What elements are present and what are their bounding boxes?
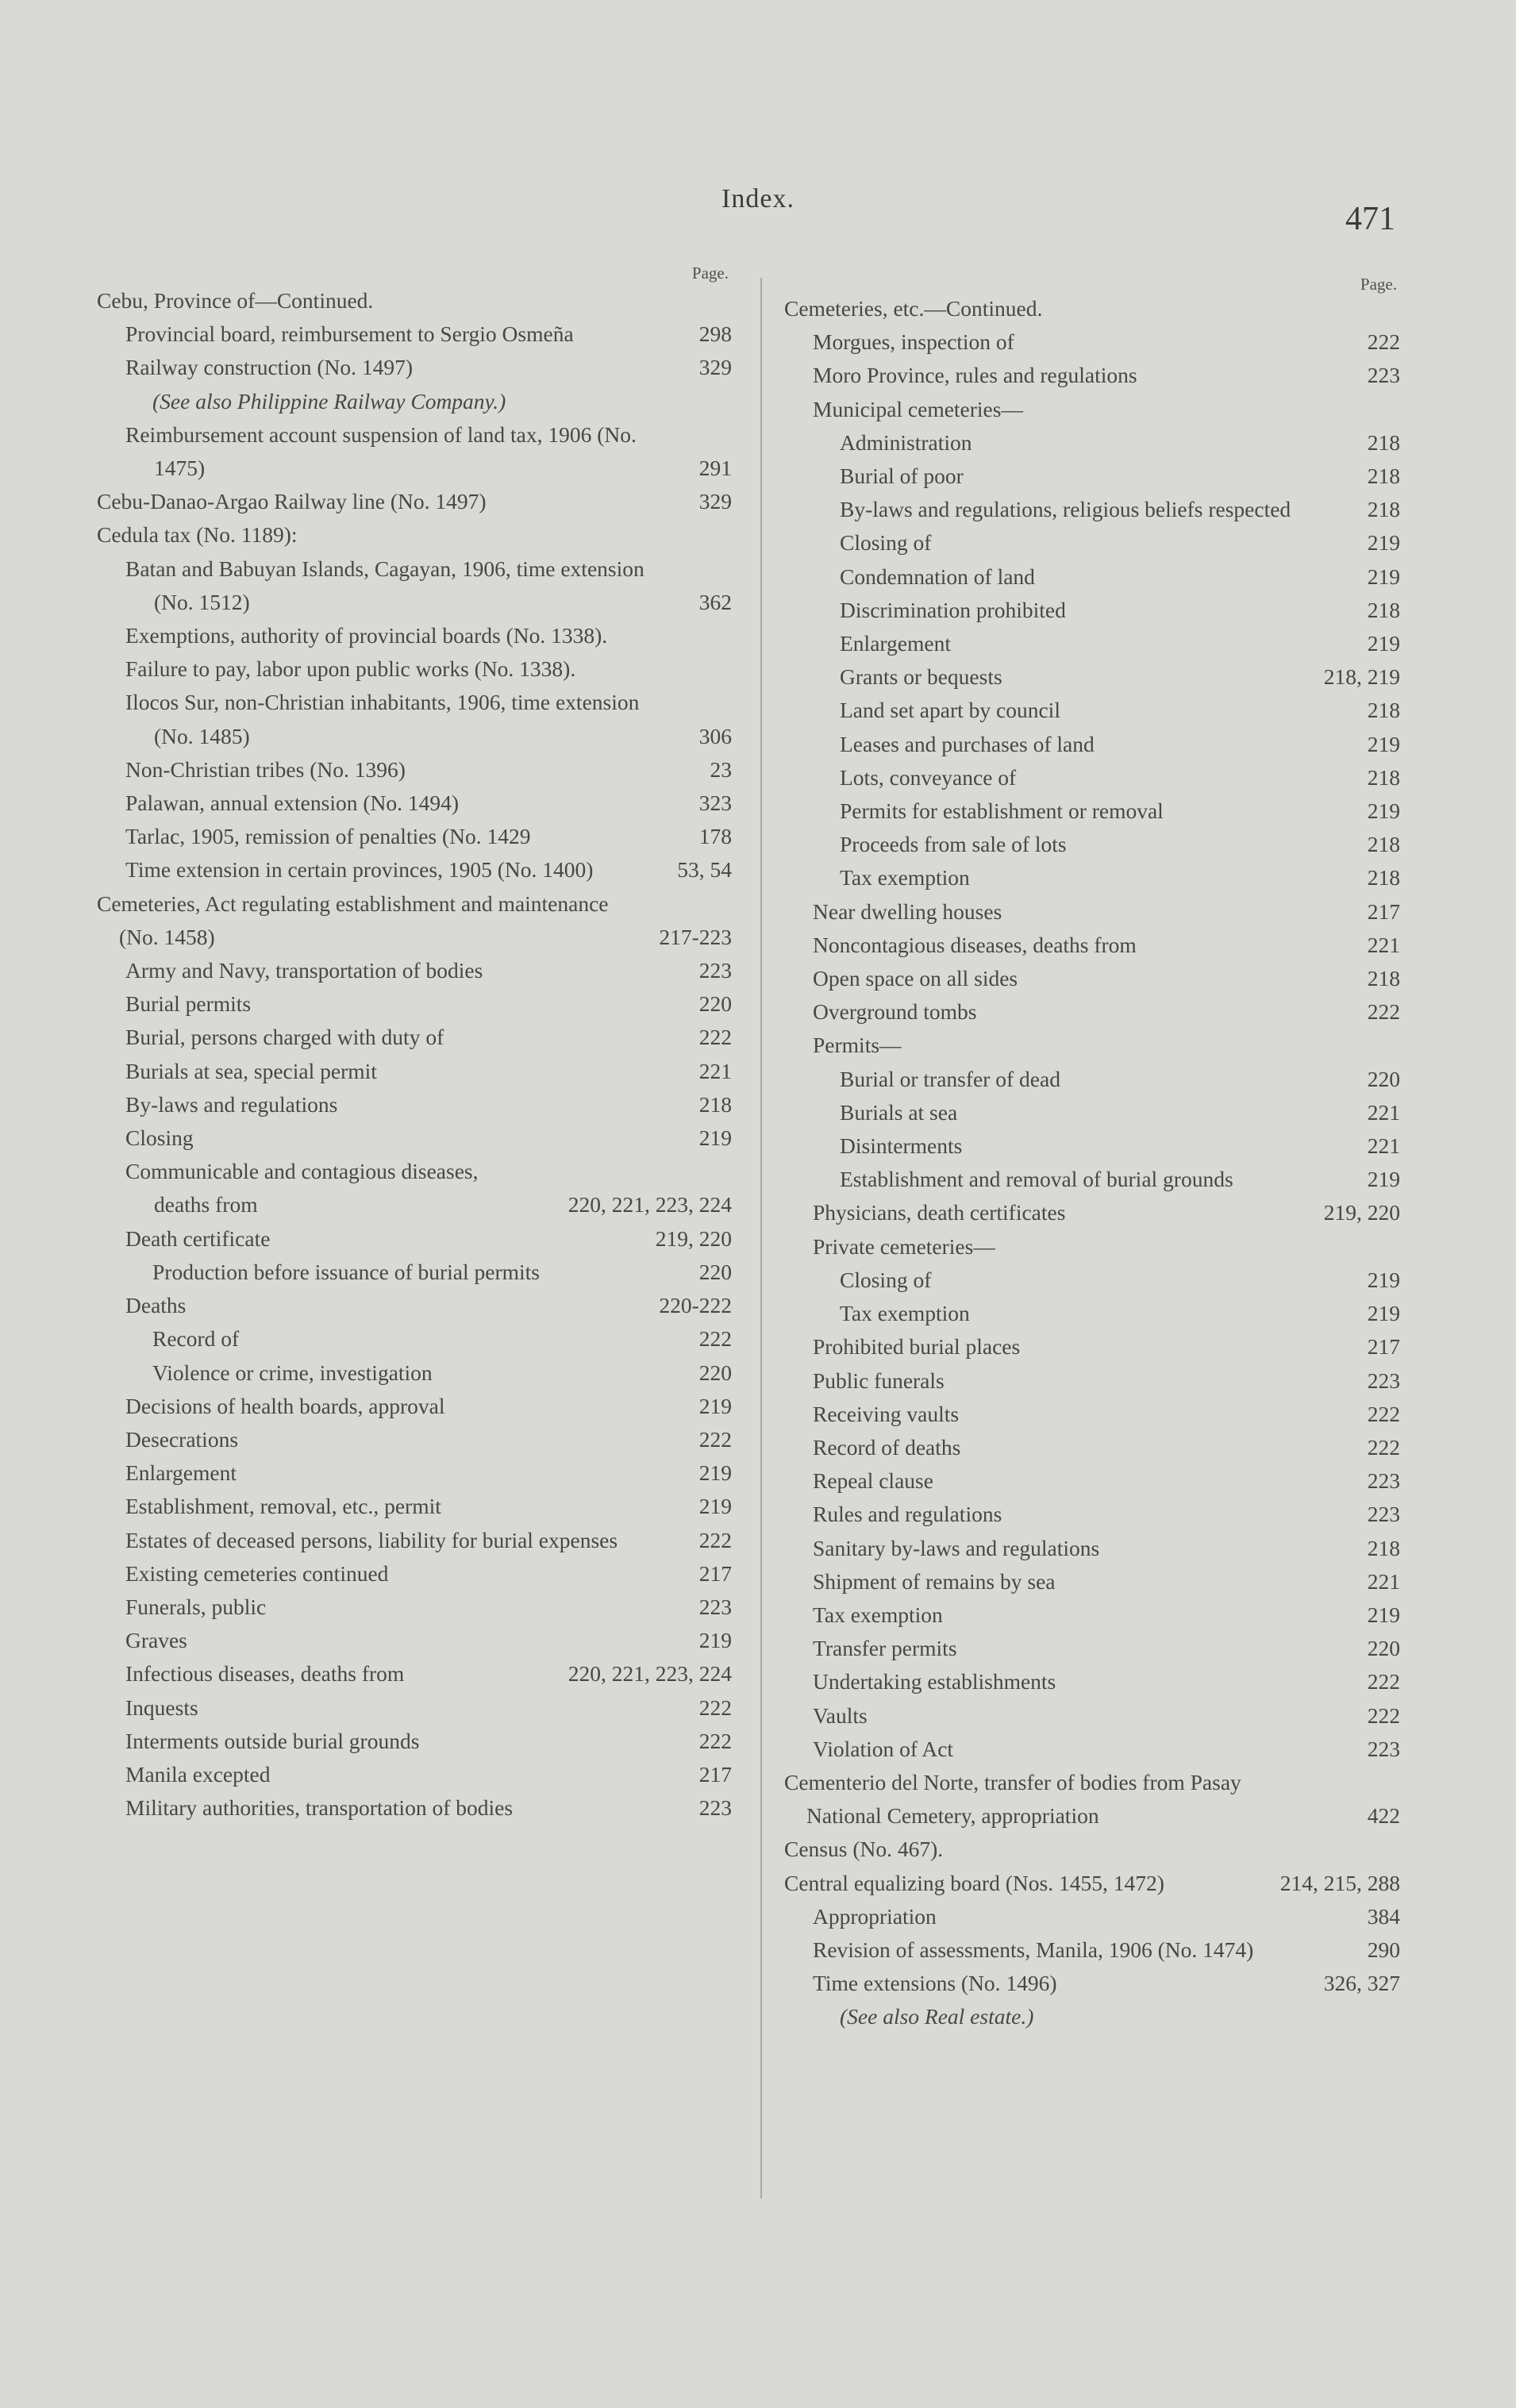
entry-text: Time extensions (No. 1496) <box>813 1971 1057 1996</box>
column-divider <box>760 278 762 2198</box>
index-entry <box>784 460 1400 493</box>
index-entry <box>784 292 1400 325</box>
entry-text: Disinterments <box>840 1133 963 1159</box>
index-entry <box>784 1699 1400 1733</box>
entry-page: 218, 219 <box>1345 660 1400 694</box>
entry-page: 422 <box>1383 1799 1400 1833</box>
index-entry <box>784 1096 1400 1129</box>
index-entry <box>97 1356 732 1390</box>
entry-text: Land set apart by council <box>840 698 1060 723</box>
entry-text: Tax exemption <box>813 1602 943 1627</box>
index-entry <box>784 594 1400 627</box>
index-entry <box>97 820 732 853</box>
entry-page: 214, 215, 288 <box>1296 1867 1400 1900</box>
index-entry <box>784 1733 1400 1766</box>
entry-page: 290 <box>1390 1933 1400 1967</box>
entry-text: Railway construction (No. 1497) <box>125 355 414 380</box>
entry-text: Open space on all sides <box>813 966 1018 991</box>
index-entry <box>97 987 732 1021</box>
entry-text: Closing <box>125 1125 194 1151</box>
entry-text: Closing of <box>840 1267 932 1292</box>
entry-text: Reimbursement account suspension of land tax, 1906 (No. 1475) <box>125 421 637 481</box>
index-entry <box>97 284 732 317</box>
entry-page: 178 <box>721 820 732 853</box>
entry-page: 219 <box>1388 560 1400 594</box>
entry-page: 218 <box>1388 694 1400 727</box>
index-entry <box>784 794 1400 828</box>
index-entry <box>97 1791 732 1825</box>
entry-text: Manila excepted <box>125 1761 271 1787</box>
entry-text: Proceeds from sale of lots <box>840 832 1067 857</box>
entry-text: Estates of deceased persons, liability for burial expenses <box>125 1527 618 1552</box>
index-entry <box>97 1088 732 1121</box>
index-entry <box>784 1632 1400 1665</box>
index-entry <box>97 619 732 652</box>
entry-page: 219 <box>721 1121 732 1155</box>
entry-text: Establishment and removal of burial grounds <box>840 1167 1233 1192</box>
entry-text: Burial, persons charged with duty of <box>125 1025 444 1050</box>
left-page-heading: Page. <box>691 263 729 283</box>
index-entry <box>97 552 732 619</box>
entry-page: 222 <box>721 1691 732 1725</box>
index-entry <box>97 1222 732 1256</box>
entry-page: 222 <box>721 1725 732 1758</box>
entry-text: Rules and regulations <box>813 1502 1002 1527</box>
entry-text: Ilocos Sur, non-Christian inhabitants, 1906, time extension (No. 1485) <box>125 690 640 748</box>
entry-text: Communicable and contagious diseases, deaths from <box>125 1159 479 1217</box>
entry-text: Revision of assessments, Manila, 1906 (No. 1474) <box>813 1937 1254 1962</box>
index-entry <box>784 1665 1400 1698</box>
index-entry <box>97 1758 732 1791</box>
entry-page: 53, 54 <box>699 853 732 887</box>
entry-text: Violation of Act <box>813 1736 954 1761</box>
index-entry <box>784 1196 1400 1229</box>
entry-text: Palawan, annual extension (No. 1494) <box>125 790 460 816</box>
entry-text: Burials at sea, special permit <box>125 1058 377 1083</box>
entry-page: 218 <box>1388 828 1400 861</box>
index-entry <box>784 1431 1400 1464</box>
entry-page: 223 <box>1390 359 1400 392</box>
entry-page: 218 <box>1388 460 1400 493</box>
index-entry <box>784 995 1400 1029</box>
entry-text: Condemnation of land <box>840 564 1035 589</box>
entry-page: 223 <box>721 954 732 987</box>
entry-text: Discrimination prohibited <box>840 597 1066 622</box>
entry-page: 384 <box>1390 1900 1400 1933</box>
entry-text: Desecrations <box>125 1426 239 1452</box>
entry-text: Tax exemption <box>840 865 970 890</box>
index-entry <box>784 1364 1400 1398</box>
index-entry <box>97 351 732 384</box>
index-entry <box>97 418 732 485</box>
index-entry <box>784 1498 1400 1531</box>
index-entry <box>97 317 732 351</box>
index-entry <box>784 560 1400 594</box>
entry-text: Cedula tax (No. 1189): <box>97 522 298 548</box>
entry-page: 221 <box>1388 1096 1400 1129</box>
entry-page: 219 <box>1388 728 1400 761</box>
entry-page: 219 <box>1388 526 1400 560</box>
entry-text: Cebu, Province of—Continued. <box>97 288 374 313</box>
entry-page: 219 <box>1388 794 1400 828</box>
index-entry <box>784 325 1400 359</box>
index-entry <box>784 861 1400 894</box>
index-entry <box>97 1055 732 1088</box>
entry-text: By-laws and regulations <box>125 1091 338 1117</box>
index-entry <box>784 1063 1400 1096</box>
entry-page: 220 <box>720 1256 732 1289</box>
index-entry <box>784 1029 1400 1062</box>
entry-page: 219 <box>1388 1297 1400 1330</box>
entry-page: 217 <box>721 1758 732 1791</box>
index-entry <box>97 1423 732 1456</box>
index-entry <box>784 694 1400 727</box>
index-entry <box>97 1390 732 1423</box>
index-entry <box>784 1900 1400 1933</box>
entry-text: Noncontagious diseases, deaths from <box>813 932 1137 957</box>
index-entry <box>784 660 1400 694</box>
entry-text: Cebu-Danao-Argao Railway line (No. 1497) <box>97 489 487 514</box>
entry-text: Cemeteries, etc.—Continued. <box>784 296 1043 321</box>
entry-text: Army and Navy, transportation of bodies <box>125 958 483 983</box>
entry-page: 223 <box>721 1591 732 1624</box>
entry-text: Exemptions, authority of provincial boards (No. 1338). <box>125 623 608 648</box>
index-entry <box>784 1297 1400 1330</box>
index-entry <box>784 359 1400 392</box>
entry-page: 223 <box>1390 1733 1400 1766</box>
entry-page: 217 <box>721 1557 732 1591</box>
index-entry <box>97 686 732 752</box>
index-entry <box>97 1121 732 1155</box>
entry-page: 223 <box>1390 1464 1400 1498</box>
entry-text: Repeal clause <box>813 1468 933 1494</box>
entry-text: Interments outside burial grounds <box>125 1728 420 1753</box>
entry-text: Infectious diseases, deaths from <box>125 1661 405 1687</box>
index-entry <box>97 1490 732 1523</box>
entry-text: Burials at sea <box>840 1099 958 1125</box>
index-entry <box>784 1129 1400 1163</box>
entry-text: Existing cemeteries continued <box>125 1560 389 1586</box>
index-entry <box>97 485 732 518</box>
entry-page: 219 <box>721 1490 732 1523</box>
entry-text: Municipal cemeteries— <box>813 396 1023 421</box>
index-entry <box>784 1565 1400 1598</box>
entry-page: 220 <box>1390 1632 1400 1665</box>
index-entry <box>97 1289 732 1322</box>
index-entry <box>784 393 1400 426</box>
entry-text: Permits— <box>813 1033 902 1058</box>
index-entry <box>97 1624 732 1657</box>
entry-text: Sanitary by-laws and regulations <box>813 1535 1100 1560</box>
right-column <box>784 273 1400 2034</box>
entry-page: 222 <box>721 1423 732 1456</box>
entry-text: Tarlac, 1905, remission of penalties (No. 1429 <box>125 824 531 849</box>
index-entry <box>784 929 1400 962</box>
index-entry <box>784 962 1400 995</box>
entry-page: 222 <box>721 1524 732 1557</box>
entry-text: Violence or crime, investigation <box>152 1360 433 1385</box>
entry-text: Transfer permits <box>813 1636 957 1661</box>
entry-page: 222 <box>1390 1699 1400 1733</box>
entry-text: Burial or transfer of dead <box>840 1066 1060 1091</box>
index-entry <box>97 1657 732 1691</box>
entry-page: 220 <box>1388 1063 1400 1096</box>
index-entry <box>784 728 1400 761</box>
entry-page: 217 <box>1390 895 1400 929</box>
index-entry <box>784 1230 1400 1264</box>
entry-text: Record of <box>152 1326 240 1352</box>
left-column <box>97 262 732 1825</box>
index-entry <box>97 1524 732 1557</box>
index-entry <box>97 385 732 418</box>
entry-page: 220, 221, 223, 224 <box>591 1657 732 1691</box>
entry-page: 222 <box>721 1021 732 1054</box>
entry-page: 222 <box>720 1322 732 1356</box>
entry-page: 298 <box>721 317 732 351</box>
entry-text: Central equalizing board (Nos. 1455, 1472) <box>784 1870 1164 1895</box>
right-page-heading: Page. <box>1360 275 1397 294</box>
index-entry <box>784 895 1400 929</box>
entry-text: (See also Philippine Railway Company.) <box>152 388 506 414</box>
index-entry <box>97 887 732 954</box>
entry-text: Time extension in certain provinces, 1905 (No. 1400) <box>125 857 594 883</box>
entry-page: 220 <box>720 1356 732 1390</box>
entry-text: Batan and Babuyan Islands, Cagayan, 1906, time extension (No. 1512) <box>125 556 644 614</box>
entry-page: 223 <box>1390 1364 1400 1398</box>
entry-text: Cementerio del Norte, transfer of bodies from Pasay National Cemetery, appropriation <box>784 1769 1241 1829</box>
entry-text: Vaults <box>813 1702 868 1728</box>
entry-page: 218 <box>1388 761 1400 794</box>
entry-page: 219 <box>721 1456 732 1490</box>
index-entry <box>784 493 1400 526</box>
entry-text: Production before issuance of burial permits <box>152 1259 540 1284</box>
index-entry <box>784 1532 1400 1565</box>
entry-page: 223 <box>1390 1498 1400 1531</box>
entry-page: 221 <box>1390 1565 1400 1598</box>
index-entry <box>784 1933 1400 1967</box>
index-entry <box>97 1691 732 1725</box>
entry-page: 219 <box>1388 1163 1400 1196</box>
entry-page: 218 <box>1390 1532 1400 1565</box>
entry-page: 219, 220 <box>678 1222 732 1256</box>
index-entry <box>784 1867 1400 1900</box>
index-entry <box>97 787 732 820</box>
entry-page: 217 <box>1390 1330 1400 1364</box>
index-entry <box>97 1322 732 1356</box>
entry-text: Deaths <box>125 1293 187 1318</box>
entry-text: Cemeteries, Act regulating establishment and maintenance (No. 1458) <box>97 890 609 949</box>
entry-text: Decisions of health boards, approval <box>125 1393 445 1418</box>
entry-text: Burial permits <box>125 991 252 1017</box>
entry-text: Moro Province, rules and regulations <box>813 363 1137 388</box>
entry-page: 223 <box>721 1791 732 1825</box>
entry-page: 222 <box>1390 1665 1400 1698</box>
entry-page: 222 <box>1390 325 1400 359</box>
entry-page: 218 <box>1388 861 1400 894</box>
index-entry <box>784 627 1400 660</box>
entry-text: Enlargement <box>125 1460 237 1486</box>
entry-text: Enlargement <box>840 631 951 656</box>
index-entry <box>784 761 1400 794</box>
entry-page: 219 <box>1390 1598 1400 1632</box>
entry-page: 326, 327 <box>1346 1967 1400 2000</box>
index-entry <box>97 1591 732 1624</box>
entry-page: 222 <box>1390 1431 1400 1464</box>
entry-page: 221 <box>1388 1129 1400 1163</box>
entry-page: 220, 221, 223, 224 <box>591 1188 732 1221</box>
entry-text: Death certificate <box>125 1225 271 1251</box>
entry-text: Establishment, removal, etc., permit <box>125 1494 441 1519</box>
left-entries <box>97 284 732 1825</box>
entry-text: Inquests <box>125 1694 198 1720</box>
index-entry <box>784 1833 1400 1866</box>
entry-page: 217-223 <box>675 921 732 954</box>
entry-page: 329 <box>715 485 732 518</box>
entry-text: Military authorities, transportation of bodies <box>125 1795 514 1821</box>
entry-text: Overground tombs <box>813 999 977 1025</box>
entry-text: Grants or bequests <box>840 664 1002 690</box>
entry-text: Permits for establishment or removal <box>840 798 1164 824</box>
entry-page: 218 <box>1388 594 1400 627</box>
index-entry <box>97 1256 732 1289</box>
entry-text: By-laws and regulations, religious beliefs respected <box>840 497 1291 522</box>
entry-text: Morgues, inspection of <box>813 329 1014 355</box>
entry-text: Failure to pay, labor upon public works (No. 1338). <box>125 656 576 682</box>
entry-page: 218 <box>1388 493 1400 526</box>
entry-page: 219, 220 <box>1346 1196 1400 1229</box>
entry-text: Administration <box>840 429 972 455</box>
entry-text: Burial of poor <box>840 464 964 489</box>
entry-page: 219 <box>721 1390 732 1423</box>
entry-text: Record of deaths <box>813 1434 961 1460</box>
entry-page: 218 <box>1390 962 1400 995</box>
entry-text: (See also Real estate.) <box>840 2004 1034 2029</box>
entry-page: 219 <box>1388 627 1400 660</box>
entry-text: Undertaking establishments <box>813 1669 1056 1694</box>
entry-text: Census (No. 467). <box>784 1837 944 1862</box>
index-entry <box>784 828 1400 861</box>
entry-text: Closing of <box>840 530 932 556</box>
index-entry <box>97 954 732 987</box>
entry-page: 220 <box>721 987 732 1021</box>
entry-page: 222 <box>1390 995 1400 1029</box>
entry-page: 219 <box>1388 1264 1400 1297</box>
entry-page: 306 <box>721 720 732 753</box>
index-entry <box>784 1464 1400 1498</box>
entry-text: Receiving vaults <box>813 1401 960 1426</box>
index-entry <box>97 1021 732 1054</box>
index-entry <box>97 518 732 552</box>
index-entry <box>97 1456 732 1490</box>
index-entry <box>784 426 1400 460</box>
index-entry <box>784 526 1400 560</box>
index-entry <box>784 1264 1400 1297</box>
entry-text: Leases and purchases of land <box>840 731 1095 756</box>
entry-page: 218 <box>1388 426 1400 460</box>
entry-text: Funerals, public <box>125 1594 267 1619</box>
entry-text: Appropriation <box>813 1903 937 1929</box>
entry-page: 329 <box>721 351 732 384</box>
entry-page: 291 <box>721 452 732 485</box>
entry-text: Prohibited burial places <box>813 1334 1021 1360</box>
index-entry <box>784 1967 1400 2000</box>
entry-page: 220-222 <box>681 1289 732 1322</box>
entry-text: Lots, conveyance of <box>840 764 1017 790</box>
index-entry <box>97 1725 732 1758</box>
entry-page: 362 <box>721 586 732 619</box>
index-entry <box>97 652 732 686</box>
index-entry <box>97 1155 732 1221</box>
page-number: 471 <box>1345 201 1395 237</box>
entry-text: Tax exemption <box>840 1301 970 1326</box>
entry-page: 221 <box>721 1055 732 1088</box>
entry-page: 23 <box>725 753 732 787</box>
index-entry <box>784 1330 1400 1364</box>
index-entry <box>97 853 732 887</box>
index-entry <box>784 1598 1400 1632</box>
entry-text: Private cemeteries— <box>813 1233 995 1259</box>
entry-page: 323 <box>721 787 732 820</box>
entry-page: 222 <box>1390 1398 1400 1431</box>
entry-text: Near dwelling houses <box>813 898 1002 924</box>
entry-page: 218 <box>721 1088 732 1121</box>
right-entries <box>784 292 1400 2034</box>
running-title: Index. <box>721 184 795 213</box>
entry-text: Graves <box>125 1628 187 1653</box>
entry-text: Physicians, death certificates <box>813 1200 1066 1225</box>
entry-text: Non-Christian tribes (No. 1396) <box>125 756 406 782</box>
entry-text: Public funerals <box>813 1367 945 1393</box>
entry-page: 221 <box>1390 929 1400 962</box>
index-entry <box>784 2000 1400 2033</box>
index-entry <box>784 1766 1400 1833</box>
entry-text: Provincial board, reimbursement to Sergio Osmeña <box>125 321 574 347</box>
index-entry <box>97 753 732 787</box>
entry-text: Shipment of remains by sea <box>813 1568 1056 1594</box>
entry-page: 219 <box>721 1624 732 1657</box>
index-entry <box>784 1163 1400 1196</box>
index-entry <box>97 1557 732 1591</box>
index-entry <box>784 1398 1400 1431</box>
